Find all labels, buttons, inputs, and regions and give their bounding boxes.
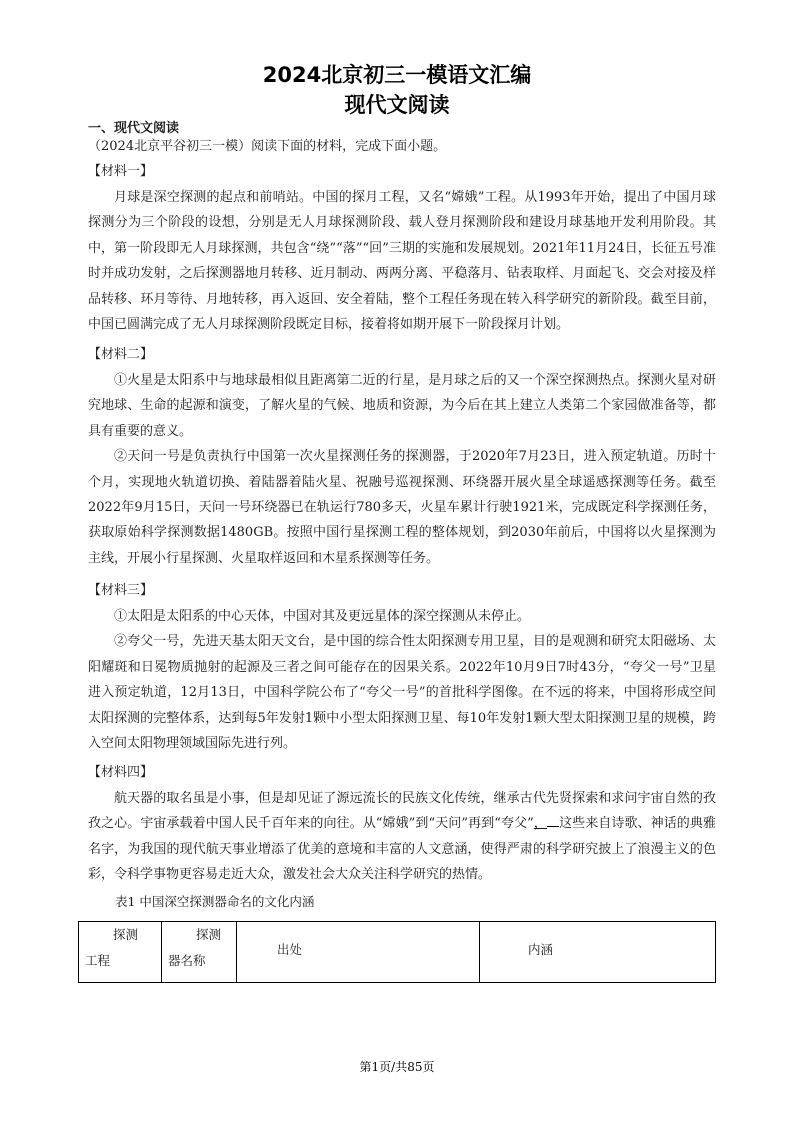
material1-block [88,163,716,337]
intro-text: （2024北京平谷初三一模）阅读下面的材料，完成下面小题。 [88,139,447,154]
material4-blank-underline [547,826,559,827]
header-cell-project [79,922,162,983]
material2-paragraph-2: ②天问一号是负责执行中国第一次火星探测任务的探测器，于2020年7月23日，进入预定轨道。历时十个月，实现地火轨道切换、着陆器着陆火星、祝融号巡视探测、环绕器开展火星全球遥感探测等任务。截至2022年9月15日，天问一号环绕器已在轨运行780多天，火星车累计行驶1921米，完成既定科学探测任务，获取原始科学探测数据1480GB。按照中国行星探测工程的整体规划，到2030年前后，中国将以火星探测为主线，开展小行星探测、火星取样返回和木星系探测等任务。 [88,449,716,566]
table-header-row [79,922,716,983]
intro-block [88,138,716,156]
section-heading-block [88,120,716,138]
header-project-line1: 探测 [113,927,139,942]
material2-label: 【材料二】 [88,347,154,362]
material3-block [88,582,716,756]
material4-label: 【材料四】 [88,765,154,780]
material4-text-before: 航天器的取名虽是小事，但是却见证了源远流长的民族文化传统，继承古代先贤探索和求问宇宙自然的孜孜之心。宇宙承载着中国人民千百年来的向往。从“嫦娥”到“天问”再到“夸父” [88,791,716,832]
document-subtitle: 现代文阅读 [344,93,450,117]
material3-paragraph-2: ②夸父一号，先进天基太阳天文台，是中国的综合性太阳探测专用卫星，目的是观测和研究太阳磁场、太阳耀斑和日冕物质抛射的起源及三者之间可能存在的因果关系。2022年10月9日7时43分，“夸父一号”卫星进入预定轨道，12月13日，中国科学院公布了“夸父一号”的首批科学图像。在不远的将来，中国将形成空间太阳探测的完整体系，达到每5年发射1颗中小型太阳探测卫星、每10年发射1颗大型太阳探测卫星的规模，跨入空间太阳物理领域国际先进行列。 [88,634,716,752]
material1-paragraph: 月球是深空探测的起点和前哨站。中国的探月工程，又名“嫦娥”工程。从1993年开始，提出了中国月球探测分为三个阶段的设想，分别是无人月球探测阶段、载人登月探测阶段和建设月球基地开发利用阶段。其中，第一阶段即无人月球探测，共包含“绕”“落”“回”三期的实施和发展规划。2021年11月24日，长征五号准时并成功发射，之后探测器地月转移、近月制动、两两分离、平稳落月、钻表取样、月面起飞、交会对接及样品转移、环月等待、月地转移，再入返回、安全着陆，整个工程任务现在转入科学研究的新阶段。截至目前，中国已圆满完成了无人月球探测阶段既定目标，接着将如期开展下一阶段探月计划。 [88,190,716,333]
material3-label: 【材料三】 [88,583,154,598]
header-probe-line2: 器名称 [168,953,206,968]
header-probe-line1: 探测 [196,927,222,942]
document-title: 2024北京初三一模语文汇编 [262,63,532,87]
material3-paragraph-1: ①太阳是太阳系的中心天体，中国对其及更远星体的深空探测从未停止。 [114,609,531,624]
header-meaning: 内涵 [528,942,554,957]
header-cell-source [237,922,480,983]
header-project-line2: 工程 [85,953,111,968]
naming-table [78,921,716,983]
material4-text-after: 这些来自诗歌、神话的典雅名字，为我国的现代航天事业增添了优美的意境和丰富的人文意涵，使得严肃的科学研究披上了浪漫主义的色彩，令科学事物更容易走近大众，激发社会大众关注科学研究的热情。 [88,816,716,883]
page-footer: 第1页/共85页 [359,1060,435,1074]
material4-paragraph [88,786,716,888]
material4-block [88,764,716,888]
material4-underlined-mark: ， [533,816,547,832]
material2-paragraph-1: ①火星是太阳系中与地球最相似且距离第二近的行星，是月球之后的又一个深空探测热点。探测火星对研究地球、生命的起源和演变，了解火星的气候、地质和资源，为今后在其上建立人类第二个家园做准备等，都具有重要的意义。 [88,373,716,439]
material1-label: 【材料一】 [88,164,154,179]
header-cell-meaning [480,922,716,983]
material2-block [88,346,716,571]
table-caption: 表1 中国深空探测器命名的文化内涵 [115,894,315,909]
header-source: 出处 [277,942,303,957]
header-cell-probe-name [162,922,237,983]
section-heading: 一、现代文阅读 [88,121,180,136]
